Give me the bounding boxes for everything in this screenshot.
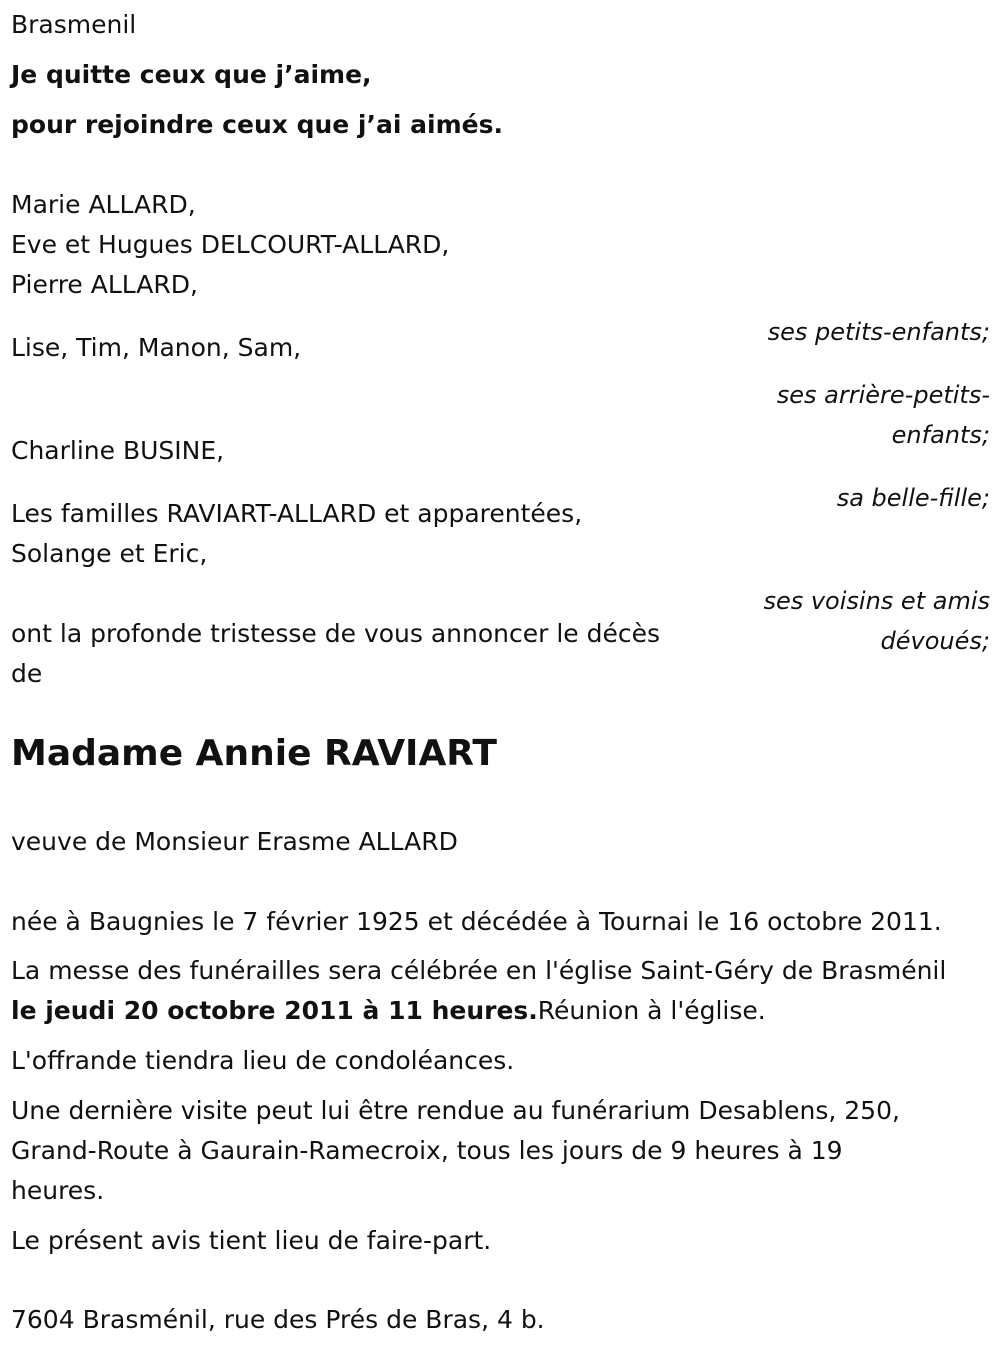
great-grandchildren-role-line-1: ses arrière-petits- (776, 381, 990, 409)
neighbours-role-line-2: dévoués; (880, 627, 990, 655)
neighbours-names: Solange et Eric, (11, 539, 208, 568)
visit-line-2: Grand-Route à Gaurain-Ramecroix, tous les jours de 9 heures à 19 (11, 1136, 843, 1165)
grandchild-name: Pierre ALLARD, (11, 270, 198, 299)
great-grandchildren-role-line-2: enfants; (891, 421, 990, 449)
offering-line: L'offrande tiendra lieu de condoléances. (11, 1046, 515, 1075)
neighbours-role-line-1: ses voisins et amis (763, 587, 990, 615)
place-heading: Brasmenil (11, 10, 137, 39)
daughter-in-law-role: sa belle-fille; (836, 484, 990, 512)
meeting-place: Réunion à l'église. (537, 996, 766, 1025)
mass-date-line (11, 991, 766, 1031)
visit-line-1: Une dernière visite peut lui être rendue au funérarium Desablens, 250, (11, 1096, 900, 1125)
daughter-in-law-name: Charline BUSINE, (11, 436, 225, 465)
birth-death-line: née à Baugnies le 7 février 1925 et décédée à Tournai le 16 octobre 2011. (11, 907, 942, 936)
address-line: 7604 Brasménil, rue des Prés de Bras, 4 b. (11, 1305, 545, 1334)
great-grandchildren-names: Lise, Tim, Manon, Sam, (11, 333, 302, 362)
quote-line-1: Je quitte ceux que j’aime, (11, 60, 372, 89)
grandchild-name: Marie ALLARD, (11, 190, 196, 219)
notice-line: Le présent avis tient lieu de faire-part. (11, 1226, 492, 1255)
mass-line: La messe des funérailles sera célébrée en l'église Saint-Géry de Brasménil (11, 956, 947, 985)
mass-date: le jeudi 20 octobre 2011 à 11 heures. (11, 996, 538, 1025)
visit-line-3: heures. (11, 1176, 105, 1205)
announcement-line-1: ont la profonde tristesse de vous annoncer le décès (11, 619, 661, 648)
grandchildren-role: ses petits-enfants; (767, 318, 990, 346)
families-line: Les familles RAVIART-ALLARD et apparentées, (11, 499, 583, 528)
grandchild-name: Eve et Hugues DELCOURT-ALLARD, (11, 230, 450, 259)
announcement-line-2: de (11, 659, 43, 688)
quote-line-2: pour rejoindre ceux que j’ai aimés. (11, 110, 503, 139)
deceased-name: Madame Annie RAVIART (11, 733, 497, 774)
widow-of-line: veuve de Monsieur Erasme ALLARD (11, 827, 458, 856)
